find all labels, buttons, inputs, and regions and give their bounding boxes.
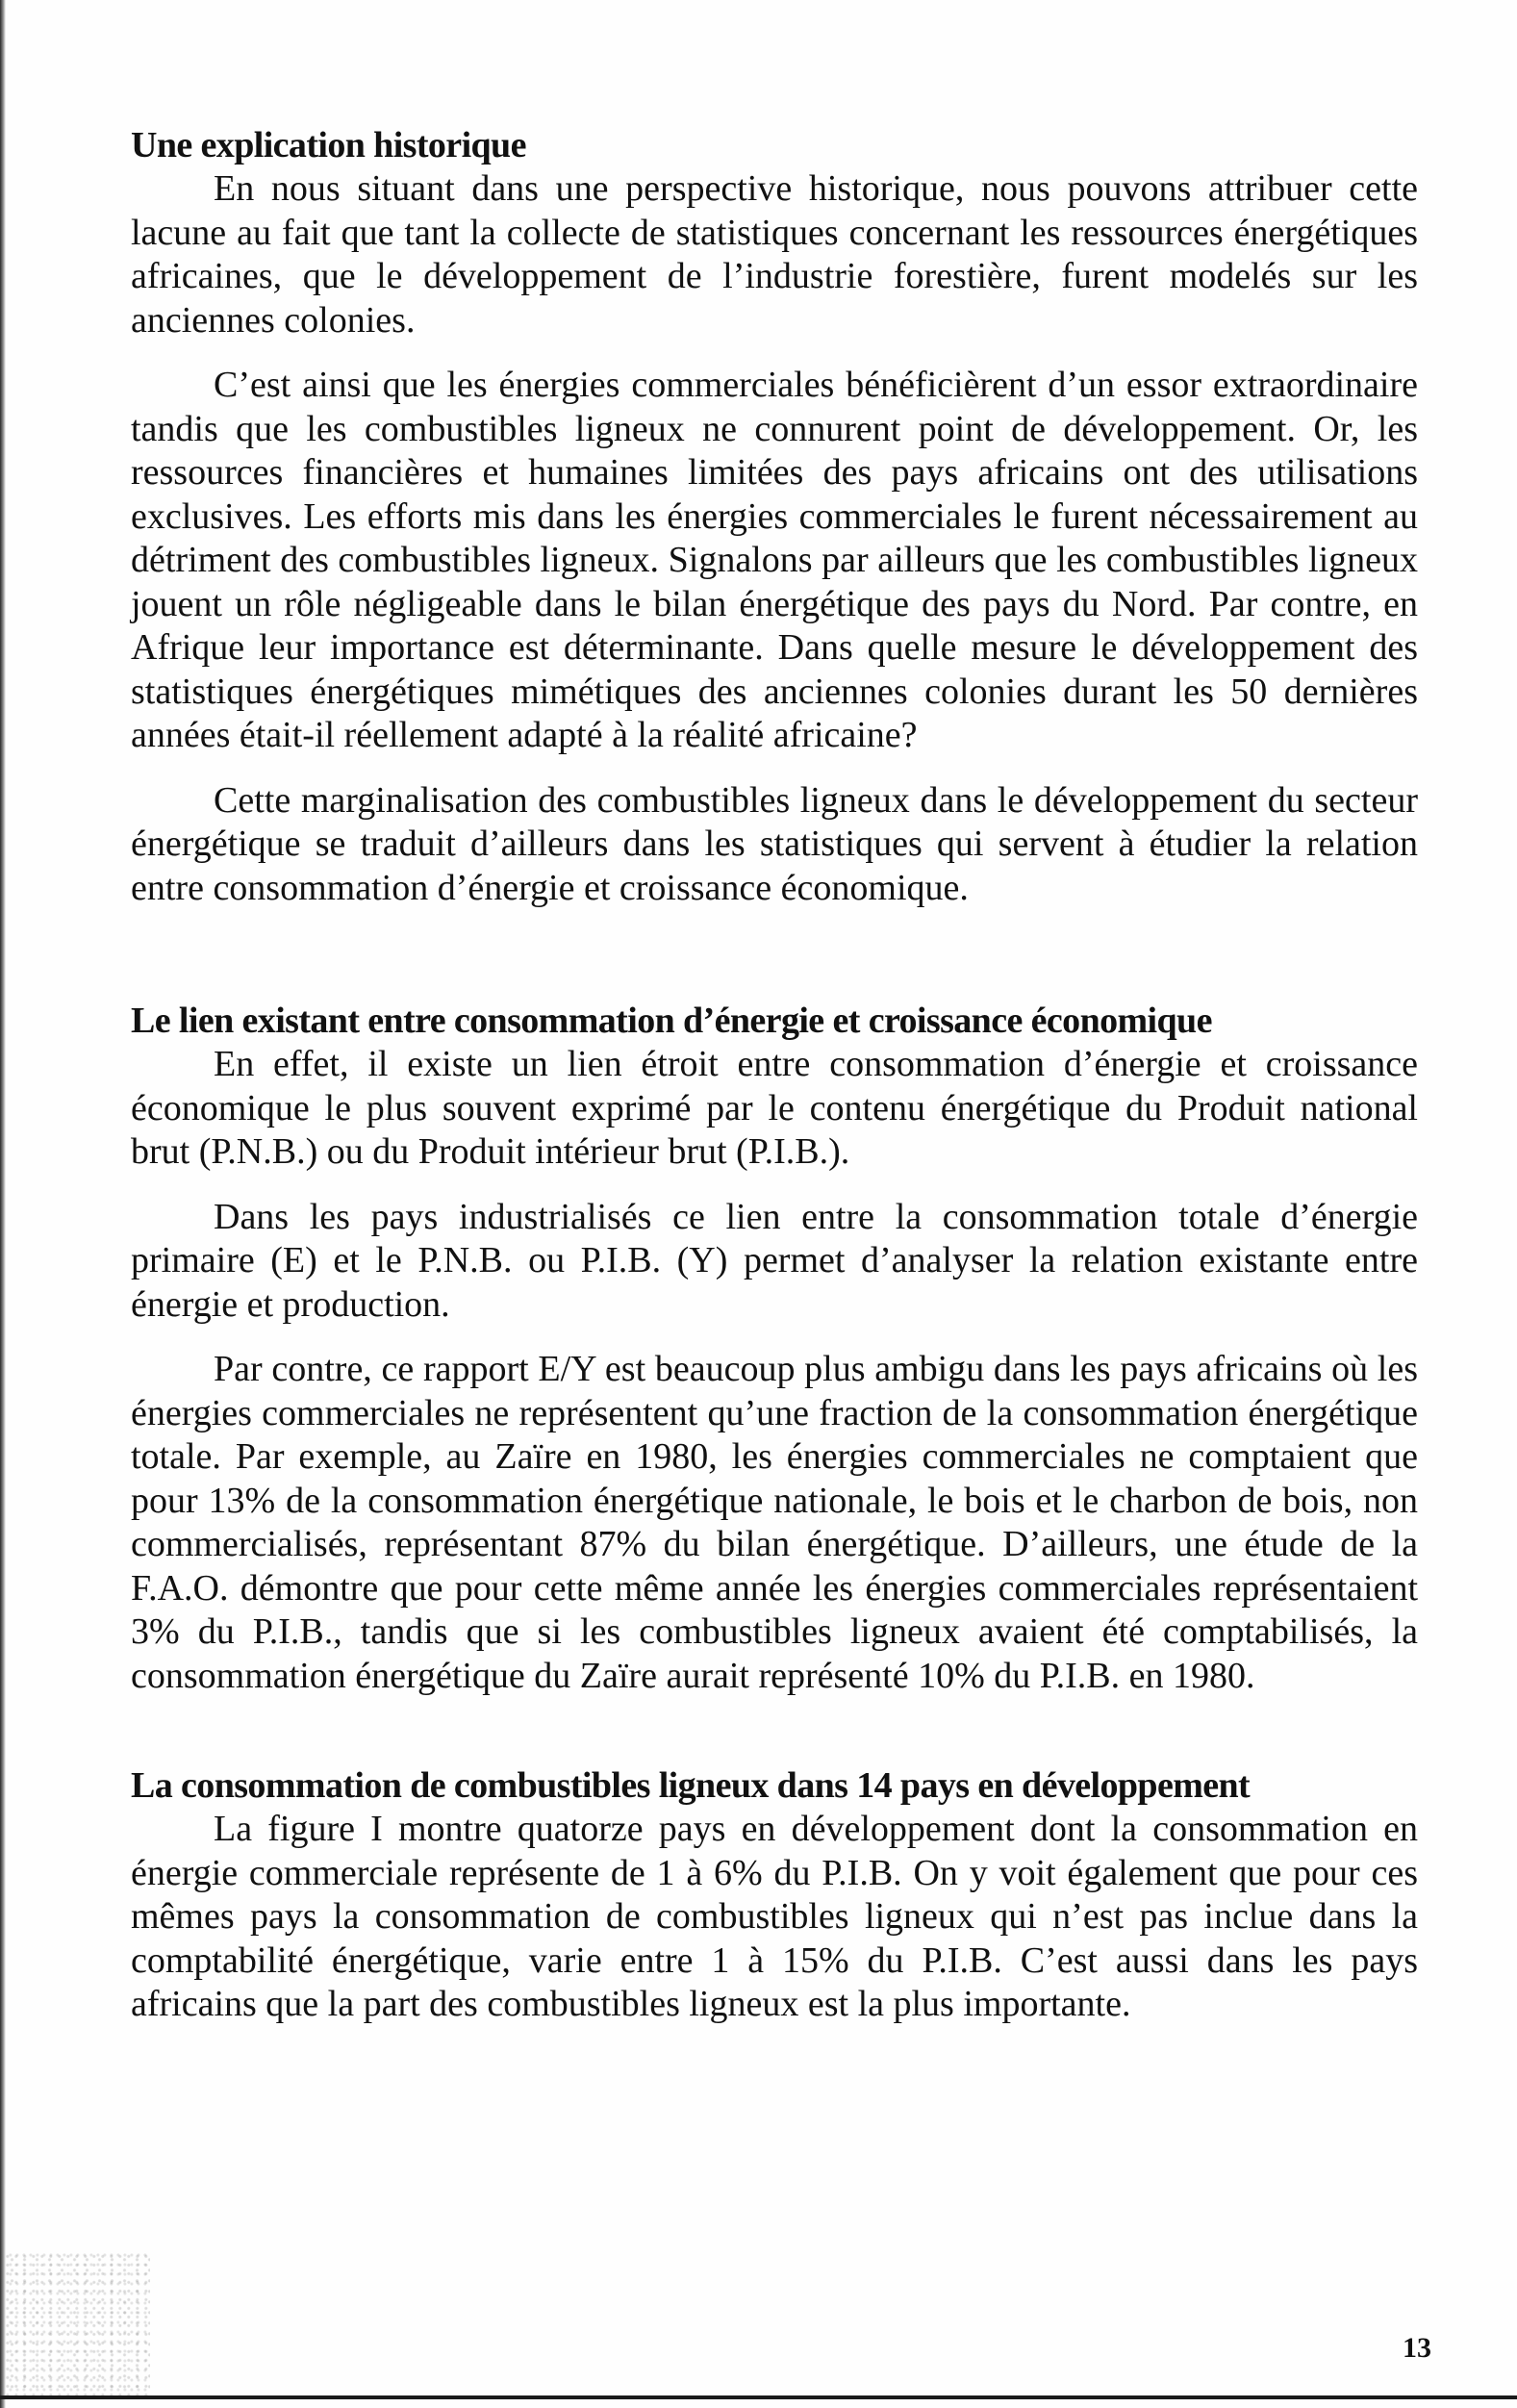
section-energy-growth-link <box>131 999 1418 1698</box>
section-historical-explanation <box>131 123 1418 910</box>
section-heading: Une explication historique <box>131 125 526 165</box>
paragraph: En effet, il existe un lien étroit entre consommation d’énergie et croissance économique le plus souvent exprimé par le contenu énergétique du Produit national brut (P.N.B.) ou du Produit intérieur brut (P.I.B.). <box>131 1044 1418 1172</box>
page-content <box>131 123 1418 2048</box>
paragraph: Cette marginalisation des combustibles ligneux dans le développement du secteur énergétique se traduit d’ailleurs dans les statistiques qui servent à étudier la relation entre consommation d’énergie et croissance économique. <box>131 779 1418 908</box>
paragraph: Dans les pays industrialisés ce lien entre la consommation totale d’énergie primaire (E) et le P.N.B. ou P.I.B. (Y) permet d’analyser la relation existante entre énergie et production. <box>131 1196 1418 1325</box>
scan-speckle <box>6 2251 150 2395</box>
section-heading: La consommation de combustibles ligneux dans 14 pays en développement <box>131 1765 1251 1806</box>
section-wood-fuel-consumption <box>131 1763 1418 2027</box>
page-number: 13 <box>1403 2332 1431 2364</box>
paragraph: Par contre, ce rapport E/Y est beaucoup plus ambigu dans les pays africains où les énergies commerciales ne représentent qu’une fraction de la consommation énergétique totale. Par exemple, au Zaïre en 1980, les énergies commerciales ne comptaient que pour 13% de la consommation énergétique nationale, le bois et le charbon de bois, non commercialisés, représentant 87% du bilan énergétique. D’ailleurs, une étude de la F.A.O. démontre que pour cette même année les énergies commerciales représentaient 3% du P.I.B., tandis que si les combustibles ligneux avaient été comptabilisés, la consommation énergétique du Zaïre aurait représenté 10% du P.I.B. en 1980. <box>131 1349 1418 1696</box>
section-spacer <box>131 931 1418 999</box>
scan-left-edge <box>0 0 6 2408</box>
section-spacer <box>131 1719 1418 1763</box>
paragraph: En nous situant dans une perspective historique, nous pouvons attribuer cette lacune au fait que tant la collecte de statistiques concernant les ressources énergétiques africaines, que le développement de l’industrie forestière, furent modelés sur les anciennes colonies. <box>131 168 1418 341</box>
paragraph: C’est ainsi que les énergies commerciales bénéficièrent d’un essor extraordinaire tandis que les combustibles ligneux ne connurent point de développement. Or, les ressources financières et humaines limitées des pays africains ont des utilisations exclusives. Les efforts mis dans les énergies commerciales le furent nécessairement au détriment des combustibles ligneux. Signalons par ailleurs que les combustibles ligneux jouent un rôle négligeable dans le bilan énergétique des pays du Nord. Par contre, en Afrique leur importance est déterminante. Dans quelle mesure le développement des statistiques énergétiques mimétiques des anciennes colonies durant les 50 dernières années était-il réellement adapté à la réalité africaine? <box>131 365 1418 755</box>
scan-bottom-edge <box>0 2395 1517 2399</box>
paragraph: La figure I montre quatorze pays en développement dont la consommation en énergie commerciale représente de 1 à 6% du P.I.B. On y voit également que pour ces mêmes pays la consommation de combustibles ligneux qui n’est pas inclue dans la comptabilité énergétique, varie entre 1 à 15% du P.I.B. C’est aussi dans les pays africains que la part des combustibles ligneux est la plus importante. <box>131 1809 1418 2024</box>
section-heading: Le lien existant entre consommation d’énergie et croissance économique <box>131 1001 1212 1041</box>
